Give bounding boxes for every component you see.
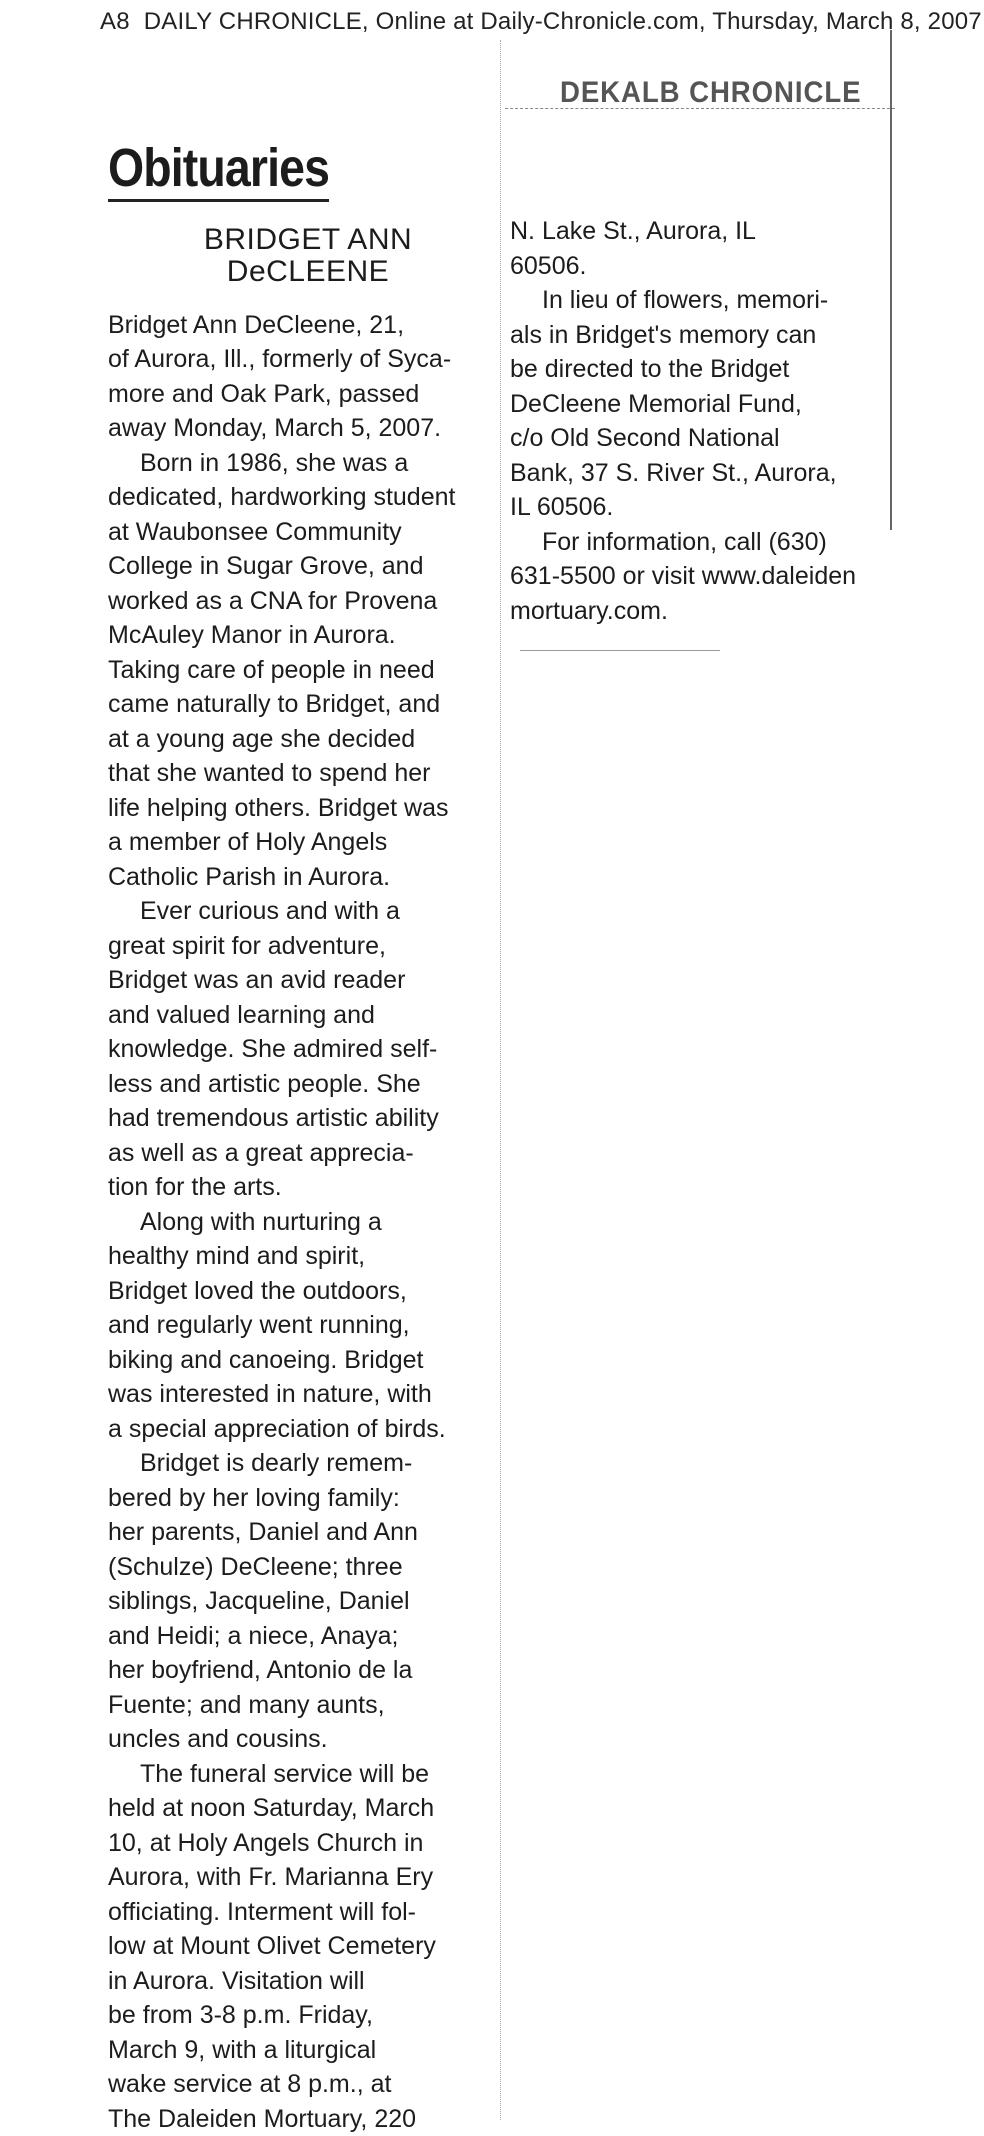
text-line: McAuley Manor in Aurora. <box>108 621 396 650</box>
text-line: wake service at 8 p.m., at <box>108 2070 392 2099</box>
text-line: als in Bridget's memory can <box>510 320 817 349</box>
text-line: away Monday, March 5, 2007. <box>108 414 442 443</box>
obituary-paragraph <box>108 308 508 446</box>
text-line: Bridget was an avid reader <box>108 966 406 995</box>
text-line: knowledge. She admired self- <box>108 1035 438 1064</box>
text-line: (Schulze) DeCleene; three <box>108 1552 403 1581</box>
text-line: Ever curious and with a <box>140 897 400 926</box>
masthead-text: DAILY CHRONICLE, Online at Daily-Chronicle.com, Thursday, March 8, 2007 <box>143 8 982 35</box>
text-line: tion for the arts. <box>108 1173 282 1202</box>
text-line: Along with nurturing a <box>140 1207 382 1236</box>
text-line: and valued learning and <box>108 1000 375 1029</box>
text-line: For information, call (630) <box>542 527 827 556</box>
text-line: her boyfriend, Antonio de la <box>108 1656 413 1685</box>
text-line: be from 3-8 p.m. Friday, <box>108 2001 373 2030</box>
text-line: as well as a great apprecia- <box>108 1138 414 1167</box>
text-line: be directed to the Bridget <box>510 355 790 383</box>
text-line: Bridget is dearly remem- <box>140 1449 413 1478</box>
text-line: Bridget Ann DeCleene, 21, <box>108 310 405 339</box>
name-line-1: BRIDGET ANN <box>203 222 413 256</box>
text-line: her parents, Daniel and Ann <box>108 1518 418 1547</box>
text-line: DeCleene Memorial Fund, <box>510 389 802 418</box>
obituary-paragraph <box>108 1446 508 1757</box>
text-line: In lieu of flowers, memori- <box>542 286 829 314</box>
text-line: in Aurora. Visitation will <box>108 1966 365 1995</box>
text-line: bered by her loving family: <box>108 1483 400 1512</box>
text-line: great spirit for adventure, <box>108 931 386 960</box>
text-line: and Heidi; a niece, Anaya; <box>108 1621 399 1650</box>
text-line: Born in 1986, she was a <box>140 448 409 477</box>
text-line: Taking care of people in need <box>108 655 435 684</box>
obituary-paragraph <box>108 1205 508 1447</box>
obituary-paragraph <box>108 446 508 895</box>
text-line: dedicated, hardworking student <box>108 483 456 512</box>
text-line: of Aurora, Ill., formerly of Syca- <box>108 345 452 374</box>
text-line: came naturally to Bridget, and <box>108 690 441 719</box>
text-line: uncles and cousins. <box>108 1725 328 1754</box>
text-line: a special appreciation of birds. <box>108 1414 446 1443</box>
text-line: mortuary.com. <box>510 596 668 625</box>
text-line: Aurora, with Fr. Marianna Ery <box>108 1863 434 1892</box>
text-line: College in Sugar Grove, and <box>108 552 424 581</box>
page-header <box>100 8 982 36</box>
text-line: Bank, 37 S. River St., Aurora, <box>510 458 837 487</box>
obituary-paragraph <box>510 214 890 283</box>
name-line-2: DeCLEENE <box>226 254 390 288</box>
text-line: a member of Holy Angels <box>108 828 388 857</box>
text-line: biking and canoeing. Bridget <box>108 1345 424 1374</box>
text-line: Catholic Parish in Aurora. <box>108 862 391 891</box>
right-column <box>510 214 890 628</box>
text-line: 10, at Holy Angels Church in <box>108 1828 424 1857</box>
right-column-body <box>510 214 890 628</box>
text-line: N. Lake St., Aurora, IL <box>510 217 756 245</box>
text-line: low at Mount Olivet Cemetery <box>108 1932 436 1961</box>
obituary-paragraph <box>510 283 890 525</box>
text-line: healthy mind and spirit, <box>108 1242 366 1271</box>
right-masthead: DEKALB CHRONICLE <box>560 76 862 109</box>
page-number: A8 <box>100 8 130 35</box>
obituary-paragraph <box>510 525 890 629</box>
left-column-body <box>108 308 508 2136</box>
obituary-paragraph <box>108 1757 508 2136</box>
text-line: Fuente; and many aunts, <box>108 1690 385 1719</box>
text-line: Bridget loved the outdoors, <box>108 1276 407 1305</box>
text-line: The funeral service will be <box>140 1759 430 1788</box>
text-line: held at noon Saturday, March <box>108 1794 435 1823</box>
text-line: at a young age she decided <box>108 724 416 753</box>
text-line: at Waubonsee Community <box>108 517 402 546</box>
text-line: and regularly went running, <box>108 1311 410 1340</box>
text-line: more and Oak Park, passed <box>108 379 420 408</box>
end-rule <box>520 650 720 651</box>
text-line: siblings, Jacqueline, Daniel <box>108 1587 410 1616</box>
text-line: 631-5500 or visit www.daleiden <box>510 562 857 590</box>
text-line: that she wanted to spend her <box>108 759 431 788</box>
text-line: worked as a CNA for Provena <box>108 586 438 615</box>
obituary-paragraph <box>108 894 508 1205</box>
right-border-line <box>890 30 892 530</box>
text-line: officiating. Interment will fol- <box>108 1897 416 1926</box>
text-line: IL 60506. <box>510 493 614 521</box>
left-column <box>108 140 508 2136</box>
text-line: c/o Old Second National <box>510 424 780 452</box>
text-line: less and artistic people. She <box>108 1069 421 1098</box>
text-line: was interested in nature, with <box>108 1380 432 1409</box>
text-line: 60506. <box>510 251 587 280</box>
obituary-name <box>108 224 508 288</box>
text-line: The Daleiden Mortuary, 220 <box>108 2104 417 2133</box>
text-line: had tremendous artistic ability <box>108 1104 439 1133</box>
section-title: Obituaries <box>108 140 329 202</box>
text-line: life helping others. Bridget was <box>108 793 449 822</box>
text-line: March 9, with a liturgical <box>108 2035 377 2064</box>
